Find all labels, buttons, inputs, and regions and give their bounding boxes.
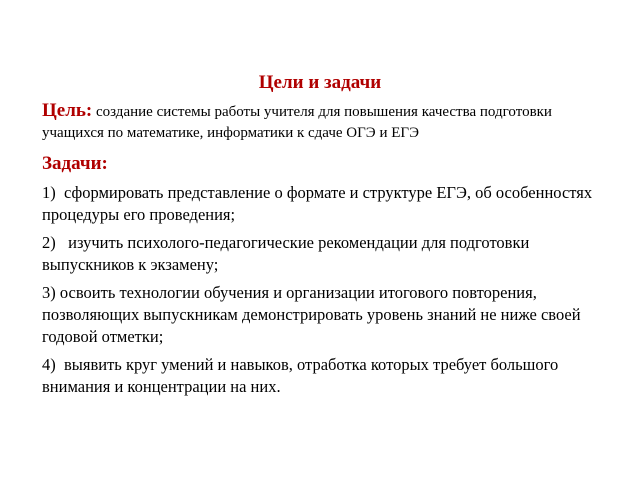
tasks-label: Задачи: (42, 153, 108, 174)
goal-paragraph (42, 100, 612, 144)
task-item-4: 4) выявить круг умений и навыков, отработка которых требует большого внимания и концентрации на них. (42, 355, 563, 396)
goal-label: Цель: (42, 100, 93, 121)
task-item-2: 2) изучить психолого-педагогические рекомендации для подготовки выпускников к экзамену; (42, 233, 534, 274)
slide-body (42, 100, 612, 404)
task-item-1: 1) сформировать представление о формате и структуре ЕГЭ, об особенностях процедуры его проведения; (42, 183, 597, 224)
slide-title: Цели и задачи (258, 72, 382, 93)
goal-text: создание системы работы учителя для повышения качества подготовки учащихся по математике, информатики к сдаче ОГЭ и ЕГЭ (42, 104, 556, 141)
task-item-3: 3) освоить технологии обучения и организации итогового повторения, позволяющих выпускникам демонстрировать уровень знаний не ниже своей годовой отметки; (42, 283, 585, 346)
